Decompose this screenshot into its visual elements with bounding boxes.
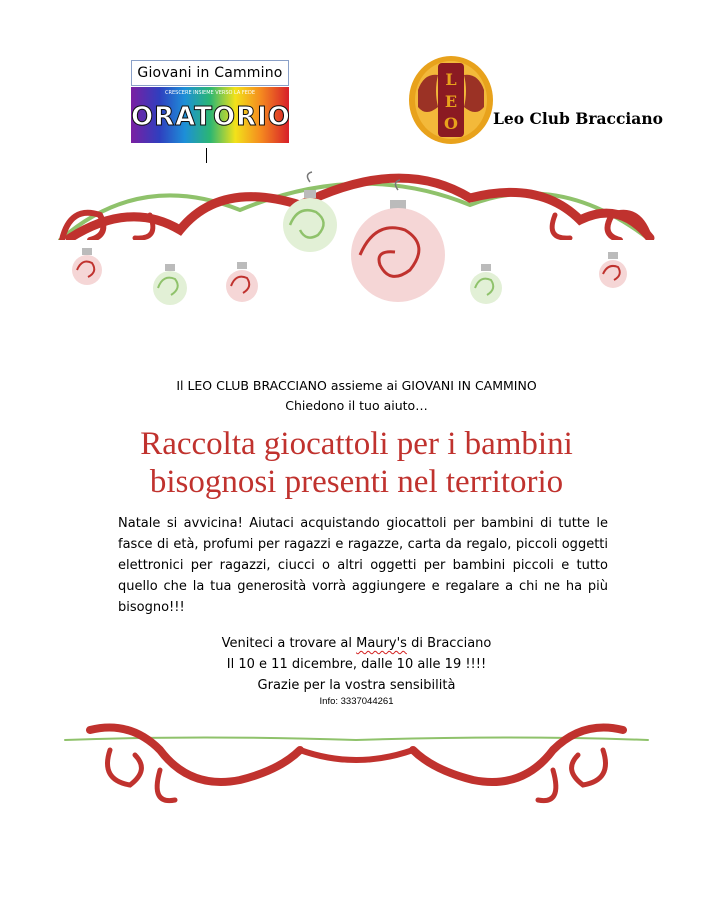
headline-line-1: Raccolta giocattoli per i bambini [140,426,573,462]
leo-letter-l: L [445,70,457,89]
giovani-logo-subline: CRESCERE INSIEME VERSO LA FEDE [165,90,255,96]
headline-line-2: bisognosi presenti nel territorio [149,464,564,500]
body-paragraph: Natale si avvicina! Aiutaci acquistando giocattoli per bambini di tutte le fasce di età, profumi per ragazzi e ragazze, carta da regalo, piccoli oggetti elettronici per ragazzi, ciucci o altri oggetti per bambini piccoli e tutto quello che la tua generosità vorrà aggiungere e regalare a chi ne ha più bisogno!!! [118,516,608,615]
intro-text [100,376,613,416]
oratorio-banner [131,87,289,143]
event-location-suffix: di Bracciano [406,636,492,651]
venue-name: Maury's [356,636,407,651]
event-location-line [100,633,613,654]
event-dates-line: Il 10 e 11 dicembre, dalle 10 alle 19 !!!! [226,657,487,672]
ornament-large-red [351,180,445,302]
christmas-garland-top [0,160,713,310]
leo-club-logo [408,55,494,145]
giovani-in-cammino-logo [131,60,289,143]
info-contact: Info: 3337044261 [319,696,394,707]
christmas-garland-bottom [0,710,713,820]
leo-club-name: Leo Club Bracciano [493,109,663,128]
intro-line-2: Chiedono il tuo aiuto… [285,398,428,413]
giovani-logo-title: Giovani in Cammino [131,60,289,86]
headline [40,425,673,501]
event-details [100,633,613,696]
lion-heads-icon [408,55,494,145]
leo-letter-o: O [444,114,458,133]
intro-line-1: Il LEO CLUB BRACCIANO assieme ai GIOVANI IN CAMMINO [176,378,537,393]
thanks-line: Grazie per la vostra sensibilità [257,678,456,693]
event-location-prefix: Veniteci a trovare al [221,636,357,651]
oratorio-logo-word: ORATORIO [131,102,291,132]
leo-letter-e: E [444,92,458,111]
